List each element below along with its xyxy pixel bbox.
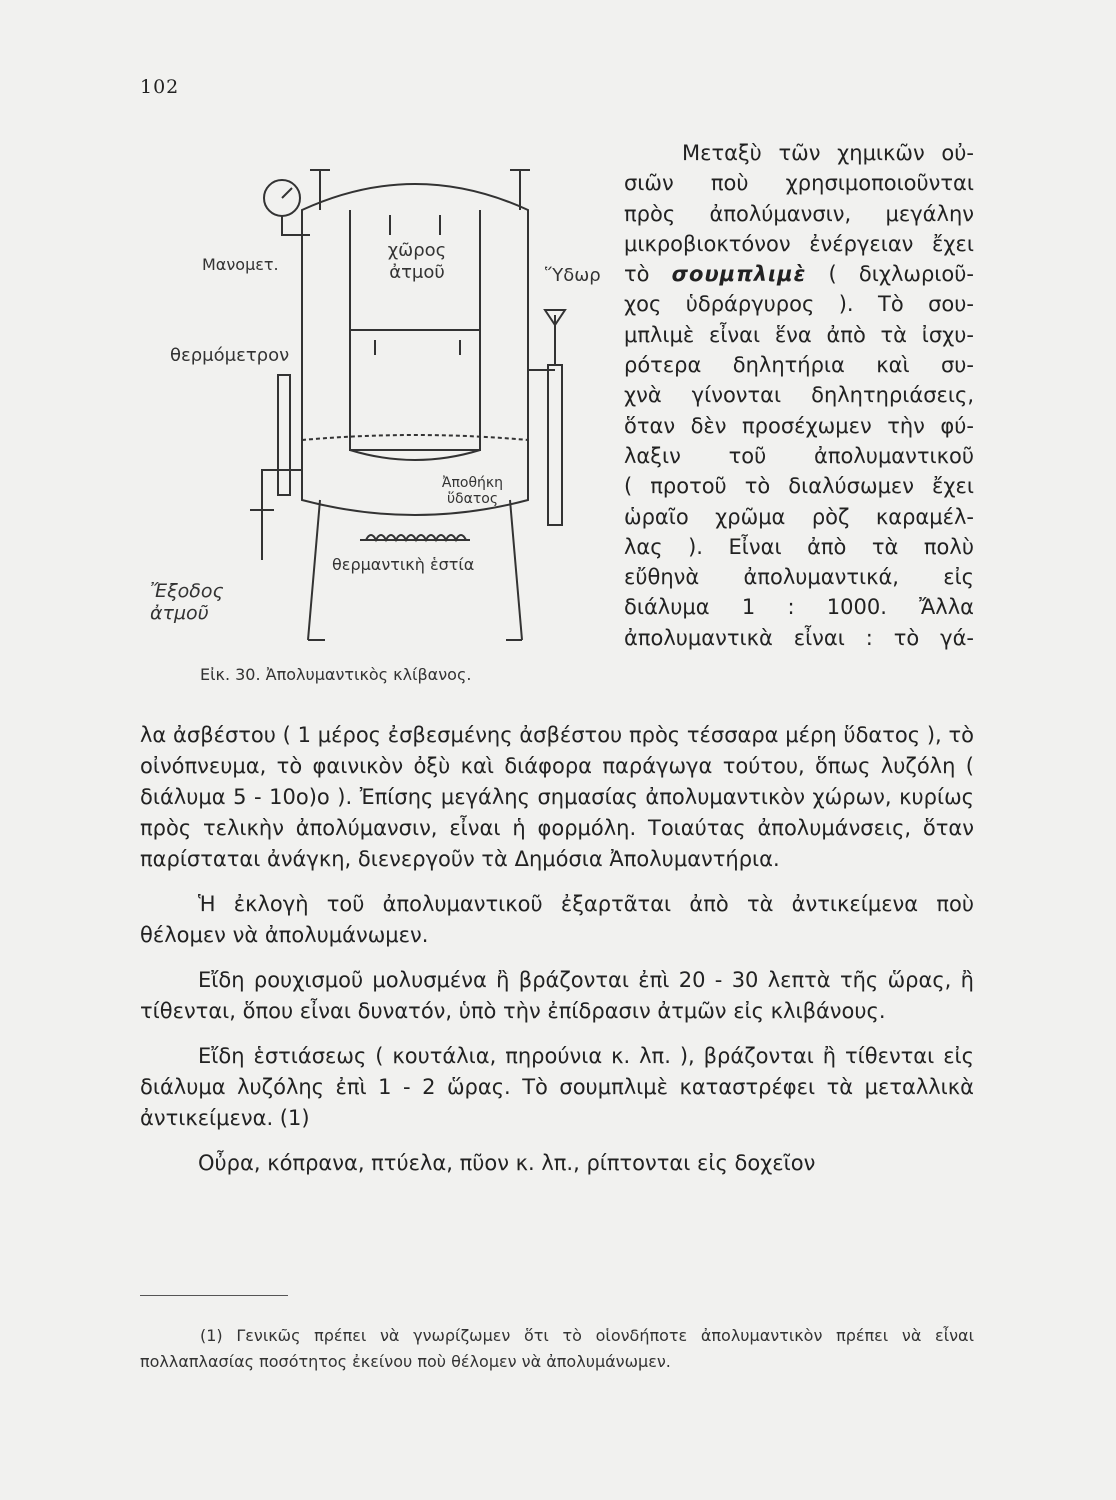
- label-manometer: Μανομετ.: [202, 255, 279, 274]
- vessel-outer: [302, 184, 528, 515]
- paragraph: Εἴδη ἑστιάσεως ( κουτάλια, πηρούνια κ. λπ. ), βράζονται ἢ τίθενται εἰς διάλυμα λυζόλης ἐπὶ 1 - 2 ὥρας. Τὸ σουμπλιμὲ καταστρέφει τὰ μεταλλικὰ ἀντικείμενα. (1): [140, 1044, 974, 1130]
- footnote-divider: [140, 1295, 288, 1296]
- label-water-tank: Ἀποθήκη ὕδατος: [441, 475, 504, 507]
- text-line: ὡραῖο χρῶμα ρὸζ καραμέλ-: [624, 504, 974, 529]
- text-fragment: ( διχλωριοῦ-: [828, 262, 974, 287]
- text-line: Μεταξὺ τῶν χημικῶν οὐ-: [682, 141, 974, 165]
- top-valves: [310, 170, 530, 210]
- burner-flames: [360, 535, 470, 540]
- text-line: μικροβιοκτόνον ἐνέργειαν ἔχει: [624, 231, 974, 256]
- thermometer-tube: [278, 375, 290, 495]
- text-fragment: τὸ: [624, 262, 650, 287]
- right-column-text: [624, 138, 974, 653]
- water-inlet: [528, 310, 565, 370]
- steam-exit-pipe: [250, 470, 302, 560]
- text-line: μπλιμὲ εἶναι ἕνα ἀπὸ τὰ ἰσχυ-: [624, 322, 974, 347]
- label-water: Ὕδωρ: [545, 265, 601, 286]
- text-line: ( προτοῦ τὸ διαλύσωμεν ἔχει: [624, 474, 974, 499]
- text-line: σιῶν ποὺ χρησιμοποιοῦνται: [624, 171, 974, 196]
- paragraph: λα ἀσβέστου ( 1 μέρος ἐσβεσμένης ἀσβέστου πρὸς τέσσαρα μέρη ὕδατος ), τὸ οἰνόπνευμα, τὸ φαινικὸν ὀξὺ καὶ διάφορα παράγωγα τούτου, ὅπως λυζόλη ( διάλυμα 5 - 10ο)ο ). Ἐπίσης μεγάλης σημασίας ἀπολυμαντικὸν χώρων, κυρίως πρὸς τελικὴν ἀπολύμανσιν, εἶναι ἡ φορμόλη. Τοιαύτας ἀπολυμάνσεις, ὅταν παρίσταται ἀνάγκη, διενεργοῦν τὰ Δημόσια Ἀπολυμαντήρια.: [140, 723, 974, 871]
- text-line: πρὸς ἀπολύμανσιν, μεγάλην: [624, 201, 974, 226]
- label-thermometer: θερμόμετρον: [170, 345, 290, 366]
- text-line-with-emphasis: [624, 259, 974, 289]
- text-line: λας ). Εἶναι ἀπὸ τὰ πολὺ: [624, 534, 974, 559]
- text-line: ὅταν δὲν προσέχωμεν τὴν φύ-: [624, 413, 974, 438]
- text-line: εὔθηνὰ ἀπολυμαντικά, εἰς: [624, 565, 974, 590]
- label-steam-space: χῶρος ἀτμοῦ: [387, 240, 447, 283]
- text-line: λαξιν τοῦ ἀπολυμαντικοῦ: [624, 443, 974, 468]
- figure-caption: Εἰκ. 30. Ἀπολυμαντικὸς κλίβανος.: [200, 665, 472, 684]
- label-steam-exit: Ἔξοδος ἀτμοῦ: [150, 580, 224, 624]
- autoclave-figure: [150, 140, 601, 700]
- body-text: [140, 720, 974, 1193]
- paragraph: Οὖρα, κόπρανα, πτύελα, πῦον κ. λπ., ρίπτονται εἰς δοχεῖον: [198, 1151, 816, 1175]
- label-heating-hearth: θερμαντικὴ ἑστία: [332, 555, 475, 574]
- page-number: 102: [140, 76, 180, 98]
- manometer-pipe: [282, 188, 310, 235]
- emphasized-term: σουμπλιμὲ: [671, 262, 807, 287]
- text-line: διάλυμα 1 : 1000. Ἄλλα: [624, 595, 974, 620]
- water-gauge: [548, 365, 562, 525]
- flow-arrows: [375, 215, 460, 355]
- text-line: ἀπολυμαντικὰ εἶναι : τὸ γά-: [624, 625, 974, 650]
- footnote: (1) Γενικῶς πρέπει νὰ γνωρίζωμεν ὅτι τὸ οἱονδήποτε ἀπολυμαντικὸν πρέπει νὰ εἶναι πολλαπλασίας ποσότητος ἐκείνου ποὺ θέλομεν νὰ ἀπολυμάνωμεν.: [140, 1326, 974, 1371]
- water-line: [302, 435, 528, 440]
- text-line: χος ὑδράργυρος ). Τὸ σου-: [624, 292, 974, 317]
- text-line: ρότερα δηλητήρια καὶ συ-: [624, 353, 974, 378]
- paragraph: Ἡ ἐκλογὴ τοῦ ἀπολυμαντικοῦ ἐξαρτᾶται ἀπὸ τὰ ἀντικείμενα ποὺ θέλομεν νὰ ἀπολυμάνωμεν.: [140, 892, 974, 947]
- paragraph: Εἴδη ρουχισμοῦ μολυσμένα ἢ βράζονται ἐπὶ 20 - 30 λεπτὰ τῆς ὥρας, ἢ τίθενται, ὅπου εἶναι δυνατόν, ὑπὸ τὴν ἐπίδρασιν ἀτμῶν εἰς κλιβάνους.: [140, 968, 974, 1023]
- text-line: χνὰ γίνονται δηλητηριάσεις,: [624, 383, 974, 408]
